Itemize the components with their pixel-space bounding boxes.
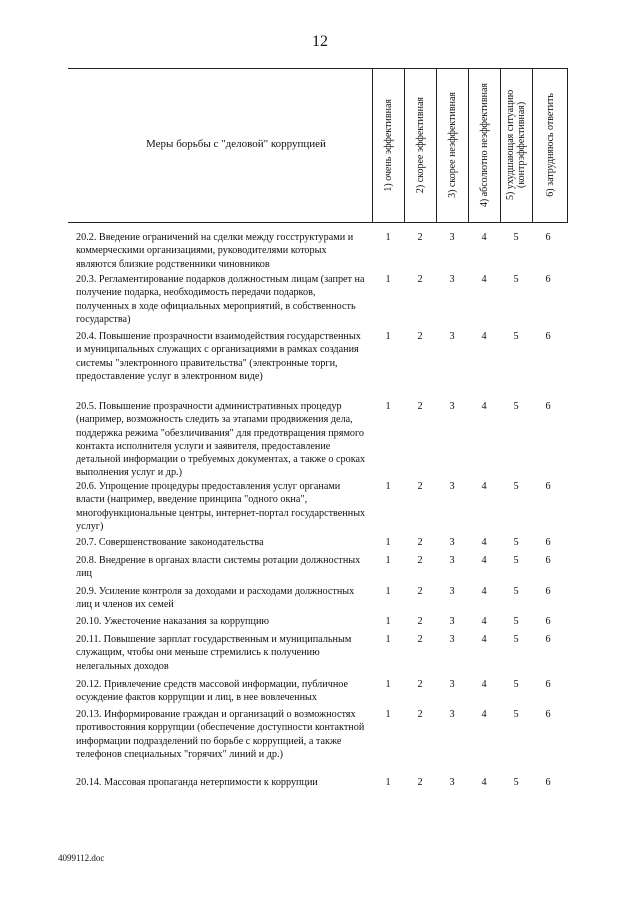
option-code[interactable]: 5 [513,709,519,720]
row-label: 20.4. Повышение прозрачности взаимодействия государственных и муниципальных служащих с организациями в рамках создания системы "электронного правительства" (электронные торги, предоставление услуг в электронном виде) [76,331,361,382]
option-code[interactable]: 1 [385,616,391,627]
option-code[interactable]: 5 [513,537,519,548]
option-code[interactable]: 2 [417,401,423,412]
row-label: 20.12. Привлечение средств массовой информации, публичное осуждение фактов коррупции и лиц, в нее вовлеченных [76,679,349,704]
option-code[interactable]: 2 [417,555,423,566]
option-code[interactable]: 1 [385,232,391,243]
option-code[interactable]: 1 [385,679,391,690]
option-code[interactable]: 3 [449,777,455,788]
option-code[interactable]: 1 [385,401,391,412]
option-code[interactable]: 1 [385,537,391,548]
option-code[interactable]: 5 [513,555,519,566]
option-code[interactable]: 6 [545,586,551,597]
option-code[interactable]: 5 [513,777,519,788]
option-code[interactable]: 5 [513,274,519,285]
row-label: 20.7. Совершенствование законодательства [76,537,264,548]
row-label: 20.6. Упрощение процедуры предоставления услуг органами власти (например, введение принципа "одного окна", многофункциональные центры, интернет-портал государственных услуг) [76,481,366,532]
option-code[interactable]: 2 [417,481,423,492]
option-code[interactable]: 1 [385,274,391,285]
option-code[interactable]: 3 [449,586,455,597]
option-code[interactable]: 2 [417,679,423,690]
footer-filename: 4099112.doc [58,853,105,863]
option-code[interactable]: 6 [545,481,551,492]
column-header: 2) скорее эффективная [414,96,426,194]
column-header: 6) затрудняюсь ответить [544,93,556,197]
option-code[interactable]: 2 [417,331,423,342]
option-code[interactable]: 4 [481,555,487,566]
option-code[interactable]: 1 [385,586,391,597]
option-code[interactable]: 2 [417,232,423,243]
option-code[interactable]: 4 [481,537,487,548]
option-code[interactable]: 6 [545,331,551,342]
option-code[interactable]: 5 [513,616,519,627]
option-code[interactable]: 5 [513,232,519,243]
option-code[interactable]: 3 [449,232,455,243]
option-code[interactable]: 5 [513,481,519,492]
option-code[interactable]: 3 [449,555,455,566]
row-label: 20.14. Массовая пропаганда нетерпимости к коррупции [76,777,318,788]
option-code[interactable]: 4 [481,586,487,597]
row-label: 20.11. Повышение зарплат государственным и муниципальным служащим, чтобы они меньше стремились к получению нелегальных доходов [76,634,352,672]
option-code[interactable]: 4 [481,331,487,342]
option-code[interactable]: 6 [545,274,551,285]
option-code[interactable]: 4 [481,616,487,627]
option-code[interactable]: 1 [385,777,391,788]
option-code[interactable]: 3 [449,634,455,645]
option-code[interactable]: 3 [449,274,455,285]
row-label: 20.5. Повышение прозрачности административных процедур (например, возможность следить за этапами продвижения дела, поддержка режима "обезличивания" для предотвращения прямого контакта исполнителя услуги и заявителя, предоставление детальной информации о требуемых документах, а также о сроках выполнения услуг и др.) [76,401,366,479]
option-code[interactable]: 4 [481,481,487,492]
column-divider [532,68,533,222]
option-code[interactable]: 6 [545,555,551,566]
option-code[interactable]: 6 [545,634,551,645]
row-label: 20.10. Ужесточение наказания за коррупцию [76,616,270,627]
option-code[interactable]: 6 [545,537,551,548]
option-code[interactable]: 6 [545,401,551,412]
option-code[interactable]: 4 [481,709,487,720]
option-code[interactable]: 4 [481,232,487,243]
option-code[interactable]: 3 [449,679,455,690]
option-code[interactable]: 6 [545,777,551,788]
option-code[interactable]: 3 [449,537,455,548]
option-code[interactable]: 1 [385,555,391,566]
option-code[interactable]: 4 [481,777,487,788]
option-code[interactable]: 1 [385,634,391,645]
option-code[interactable]: 1 [385,331,391,342]
page-number: 12 [312,33,328,50]
row-label: 20.2. Введение ограничений на сделки между госструктурами и коммерческими организациями, руководителями которых являются близкие родственники чиновников [76,232,354,270]
table-main-header: Меры борьбы с "деловой" коррупцией [146,138,326,150]
option-code[interactable]: 3 [449,709,455,720]
option-code[interactable]: 2 [417,709,423,720]
option-code[interactable]: 4 [481,401,487,412]
option-code[interactable]: 6 [545,679,551,690]
table-top-rule [68,68,568,69]
option-code[interactable]: 3 [449,481,455,492]
option-code[interactable]: 5 [513,586,519,597]
row-label: 20.13. Информирование граждан и организаций о возможностях противостояния коррупции (обеспечение доступности контактной информации подразделений по борьбе с коррупцией, а также телефонов специальных "горячих" линий и др.) [76,709,365,760]
option-code[interactable]: 2 [417,616,423,627]
option-code[interactable]: 5 [513,401,519,412]
option-code[interactable]: 2 [417,586,423,597]
option-code[interactable]: 6 [545,616,551,627]
row-label: 20.3. Регламентирование подарков должностным лицам (запрет на получение подарка, необходимость передачи подарков, полученных в ходе официальных мероприятий, в собственность государства) [76,274,365,325]
option-code[interactable]: 3 [449,401,455,412]
option-code[interactable]: 6 [545,232,551,243]
option-code[interactable]: 4 [481,634,487,645]
option-code[interactable]: 6 [545,709,551,720]
option-code[interactable]: 2 [417,537,423,548]
option-code[interactable]: 4 [481,274,487,285]
option-code[interactable]: 3 [449,616,455,627]
column-header: 4) абсолютно неэффективная [478,82,490,208]
row-label: 20.9. Усиление контроля за доходами и расходами должностных лиц и членов их семей [76,586,355,611]
option-code[interactable]: 2 [417,274,423,285]
option-code[interactable]: 4 [481,679,487,690]
column-header: 5) ухудшающая ситуацию (контрэффективная) [505,89,527,201]
option-code[interactable]: 3 [449,331,455,342]
option-code[interactable]: 1 [385,481,391,492]
column-header: 1) очень эффективная [382,98,394,192]
option-code[interactable]: 5 [513,634,519,645]
table-header-rule [68,222,568,223]
option-code[interactable]: 1 [385,709,391,720]
option-code[interactable]: 2 [417,777,423,788]
option-code[interactable]: 5 [513,331,519,342]
column-divider [567,68,568,222]
column-header: 3) скорее неэффективная [446,92,458,198]
option-code[interactable]: 5 [513,679,519,690]
row-label: 20.8. Внедрение в органах власти системы ротации должностных лиц [76,555,361,580]
option-code[interactable]: 2 [417,634,423,645]
